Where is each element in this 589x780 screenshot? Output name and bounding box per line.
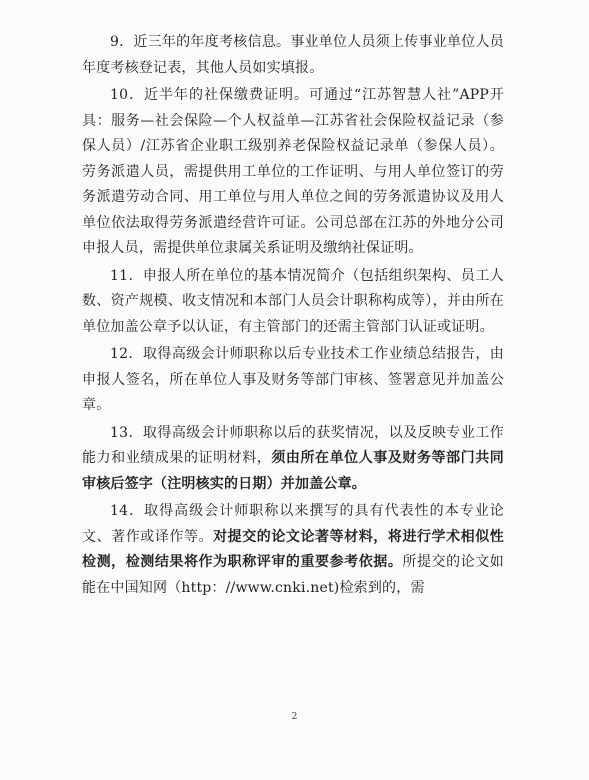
paragraph-item-14 <box>82 499 504 601</box>
document-body <box>82 30 504 603</box>
paragraph-text: 12．取得高级会计师职称以后专业技术工作业绩总结报告，由申报人签名，所在单位人事及财务等部门审核、签署意见并加盖公章。 <box>82 346 504 413</box>
paragraph-item-10 <box>82 83 504 262</box>
paragraph-text: 14．取得高级会计师职称以来撰写的具有代表性的本专业论文、著作或译作等。 <box>82 503 504 545</box>
page-number: 2 <box>291 712 298 722</box>
paragraph-text: 9．近三年的年度考核信息。事业单位人员须上传事业单位人员年度考核登记表，其他人员如实填报。 <box>82 34 504 76</box>
paragraph-emphasis: 须由所在单位人事及财务等部门共同审核后签字（注明核实的日期）并加盖公章。 <box>82 450 505 492</box>
paragraph-text: 所提交的论文如能在中国知网（http：//www.cnki.net)检索到的，需 <box>82 554 504 596</box>
paragraph-item-13 <box>82 421 504 498</box>
paragraph-item-12 <box>82 342 504 419</box>
paragraph-text: 13．取得高级会计师职称以后的获奖情况，以及反映专业工作能力和业绩成果的证明材料， <box>82 424 504 466</box>
paragraph-text: 10．近半年的社保缴费证明。可通过“江苏智慧人社”APP开具：服务—社会保险—个人权益单—江苏省社会保险权益记录（参保人员）/江苏省企业职工级别养老保险权益记录单（参保人员）。劳务派遣人员，需提供用工单位的工作证明、与用人单位签订的劳务派遣劳动合同、用工单位与用人单位之间的劳务派遣协议及用人单位依法取得劳务派遣经营许可证。公司总部在江苏的外地分公司申报人员，需提供单位隶属关系证明及缴纳社保证明。 <box>82 87 504 256</box>
paragraph-item-9 <box>82 30 504 81</box>
paragraph-emphasis: 对提交的论文论著等材料，将进行学术相似性检测，检测结果将作为职称评审的重要参考依据。 <box>82 528 504 570</box>
paragraph-item-11 <box>82 264 504 341</box>
paragraph-text: 11．申报人所在单位的基本情况简介（包括组织架构、员工人数、资产规模、收支情况和本部门人员会计职称构成等），并由所在单位加盖公章予以认证，有主管部门的还需主管部门认证或证明。 <box>82 267 504 335</box>
